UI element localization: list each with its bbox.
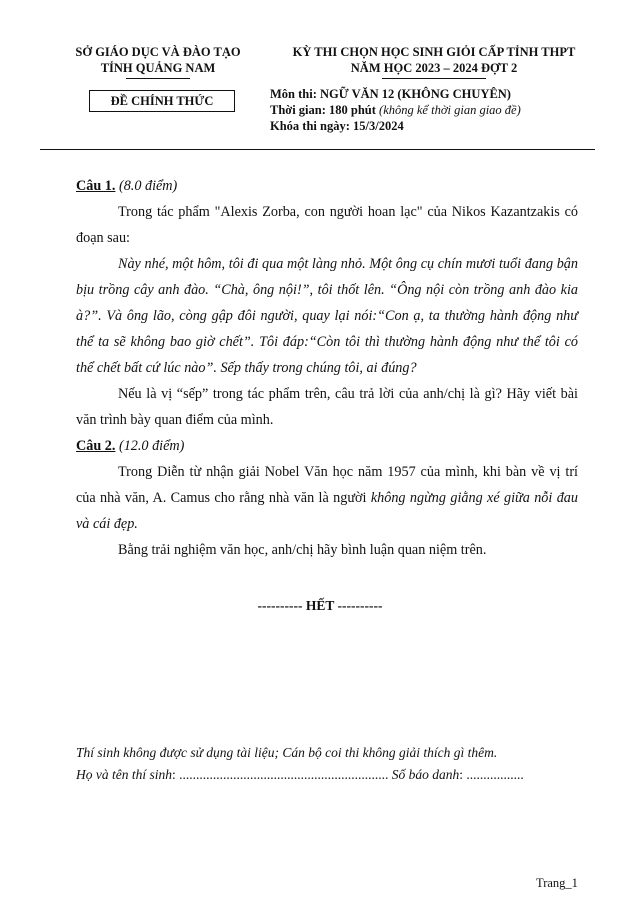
department-underline	[126, 78, 190, 79]
exam-title-underline	[382, 78, 486, 79]
exam-subject: Môn thi: NGỮ VĂN 12 (KHÔNG CHUYÊN)	[270, 87, 511, 101]
header-divider	[40, 149, 595, 150]
exam-title: KỲ THI CHỌN HỌC SINH GIỎI CẤP TỈNH THPT	[292, 45, 576, 59]
candidate-info-line	[76, 765, 580, 785]
candidate-name-label: Họ và tên thí sinh	[76, 767, 172, 782]
question-2-heading	[76, 433, 578, 459]
end-marker: ---------- HẾT ----------	[257, 598, 383, 613]
question-2-intro	[76, 459, 578, 537]
question-2-task: Bằng trải nghiệm văn học, anh/chị hãy bình luận quan niệm trên.	[118, 542, 487, 558]
candidate-name-blank: : ..............................................................	[172, 767, 389, 782]
question-1-quote: Này nhé, một hôm, tôi đi qua một làng nhỏ. Một ông cụ chín mươi tuổi đang bận bịu trồng cây anh đào. “Chà, ông nội!”, tôi thốt lên. “Ông nội còn trồng anh đào kia à?”. Và ông lão, còng gập đôi người, quay lại nói:“Con ạ, ta thường hành động như thể ta sẽ không bao giờ chết”. Tôi đáp:“Còn tôi thì thường hành động như thể tôi có thể chết bất cứ lúc nào”. Sếp thấy trong chúng tôi, ai đúng?	[76, 256, 578, 376]
exam-info	[270, 86, 521, 134]
question-1-points: (8.0 điểm)	[118, 178, 178, 194]
exam-duration: Thời gian: 180 phút	[270, 103, 376, 117]
exam-date: Khóa thi ngày: 15/3/2024	[270, 119, 404, 133]
candidate-id-label: Số báo danh	[391, 767, 460, 782]
question-1-heading	[76, 173, 578, 199]
candidate-id-blank: : .................	[459, 767, 524, 782]
question-1-label: Câu 1.	[76, 178, 116, 194]
question-2-intro-text: Trong Diễn từ nhận giải Nobel Văn học năm 1957 của mình, khi bàn về vị trí của nhà văn, A. Camus cho rằng nhà văn là người	[76, 464, 578, 506]
question-2-points: (12.0 điểm)	[118, 438, 185, 454]
official-exam-badge: ĐỀ CHÍNH THỨC	[89, 90, 235, 112]
question-2-intro-quote: không ngừng giằng xé giữa nỗi đau và cái đẹp.	[76, 490, 578, 532]
page-number: Trang_1	[536, 876, 578, 890]
department-header	[58, 44, 258, 79]
exam-duration-note: (không kể thời gian giao đề)	[379, 103, 521, 117]
exam-rules-note: Thí sinh không được sử dụng tài liệu; Cán bộ coi thi không giải thích gì thêm.	[76, 745, 498, 760]
exam-title-block	[270, 44, 598, 79]
department-name: SỞ GIÁO DỤC VÀ ĐÀO TẠO	[75, 45, 241, 59]
question-1-task: Nếu là vị “sếp” trong tác phẩm trên, câu trả lời của anh/chị là gì? Hãy viết bài văn trình bày quan điểm của mình.	[76, 386, 578, 428]
question-2-label: Câu 2.	[76, 438, 116, 454]
exam-content	[76, 173, 578, 563]
question-1-intro: Trong tác phẩm "Alexis Zorba, con người hoan lạc" của Nikos Kazantzakis có đoạn sau:	[76, 204, 578, 246]
province-name: TỈNH QUẢNG NAM	[100, 61, 216, 75]
school-year: NĂM HỌC 2023 – 2024 ĐỢT 2	[350, 61, 518, 75]
